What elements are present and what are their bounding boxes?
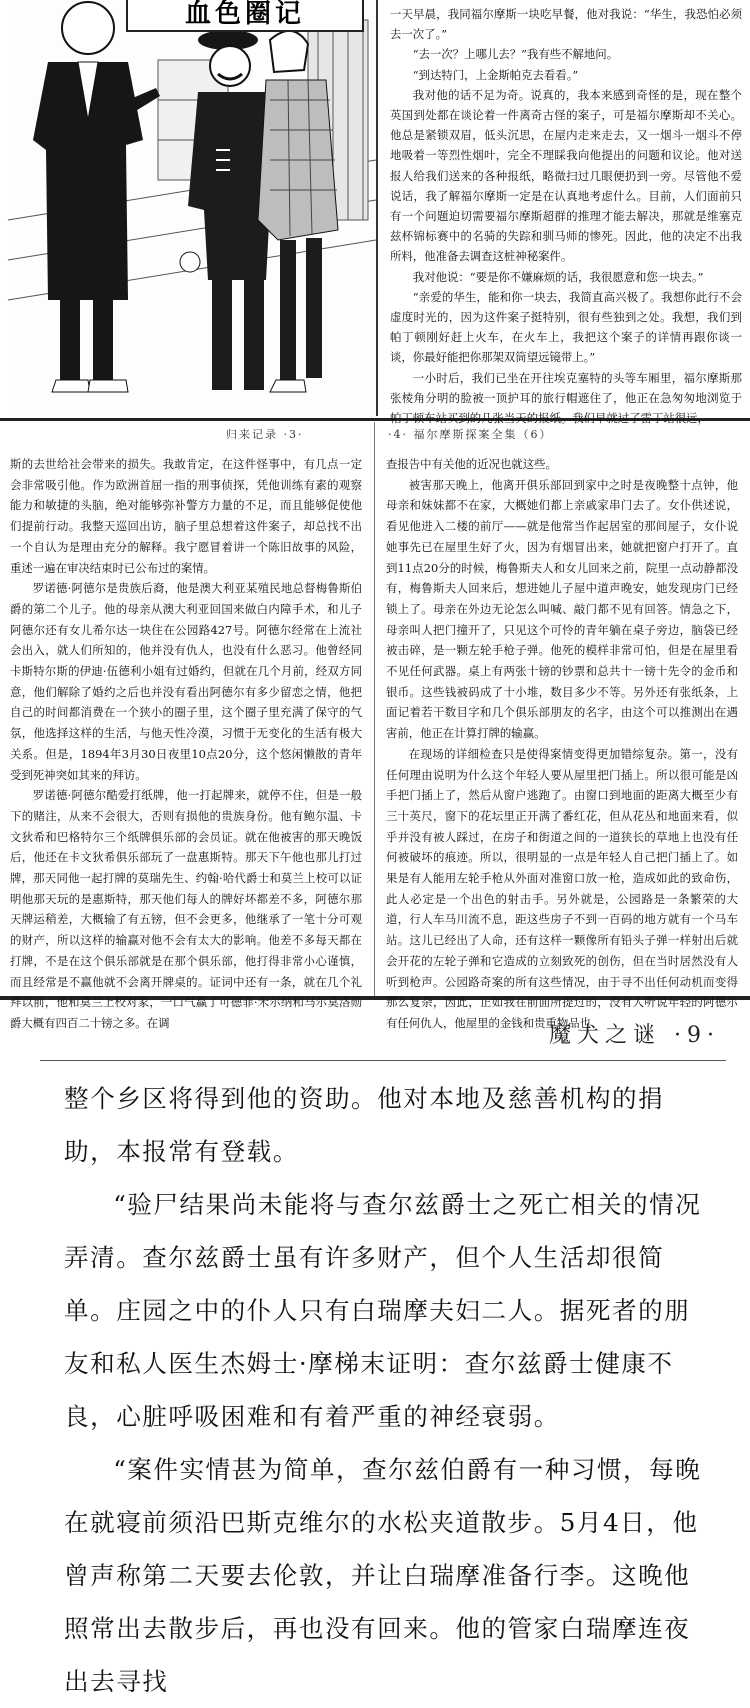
running-head: 魔犬之谜 ·9· <box>549 1023 720 1048</box>
running-head-right: ·4· 福尔摩斯探案全集（6） <box>388 428 553 441</box>
spread-gutter <box>374 422 375 996</box>
paragraph: 我对他说：“要是你不嫌麻烦的话，我很愿意和您一块去。” <box>412 269 704 284</box>
figure-right <box>258 31 338 392</box>
paragraph: 罗诺德·阿德尔酷爱打纸牌，他一打起牌来，就停不住，但是一般下的赌注，从来不会很大，否则有损他的贵族身份。他有鲍尔温、卡文狄希和巴格特尔三个纸牌俱乐部的会员证。就在他被害的那天晚饭后，他还在卡文狄希俱乐部玩了一盘惠斯特。那天下午他也那儿打过牌，那天同他一起打牌的莫瑞先生、约翰·哈代爵士和莫兰上校可以证明他那天玩的是惠斯特，那天他们每人的牌好坏都差不多，阿德尔那天牌运稍差，大概输了有五镑，但不会更多，他继承了一笔十分可观的财产，所以这样的输赢对他不会有太大的影响。他差不多每天都在打牌，不是在这个俱乐部就是在那个俱乐部，他打得非常小心谨慎，而且经常是不赢他就不会离开牌桌的。证词中还有一条，就在几个礼拜以前，他和莫兰上校对家，一口气赢了可德菲·米尔纳和马尔莫洛勋爵大概有四百二十镑之多。在调 <box>10 788 362 1030</box>
paragraph: 斯的去世给社会带来的损失。我敢肯定，在这件怪事中，有几点一定会非常吸引他。作为欧洲首屈一指的刑事侦探，凭他训练有素的观察能力和敏捷的头脑，绝对能够弥补警方力量的不足，而且能够促使他们提前行动。我整天巡回出访，脑子里总想着这件案子，却总找不出一个自认为是理由充分的解释。我宁愿冒着讲一个陈旧故事的风险，重述一遍在审决结束时已公布过的案情。 <box>10 457 362 575</box>
paragraph: 一小时后，我们已坐在开往埃克塞特的头等车厢里，福尔摩斯那张棱角分明的脸被一顶护耳的旅行帽遮住了，他正在急匆匆地浏览于帕丁顿车站买到的几张当天的报纸。我们早就过了雷丁站很远， <box>390 370 742 426</box>
running-head-left: 归来记录 ·3· <box>226 428 304 441</box>
page-text-section-1 <box>390 4 742 428</box>
page-section-1 <box>0 0 750 426</box>
paragraph: 查报告中有关他的近况也就这些。 <box>386 457 557 471</box>
paragraph: 在现场的详细检查只是使得案情变得更加错综复杂。第一，没有任何理由说明为什么这个年轻人要从屋里把门插上。所以很可能是凶手把门插上了，然后从窗户逃跑了。由窗口到地面的距离大概至少有三十英尺，窗下的花坛里正开满了番红花，但从花丛和地面来看，似乎并没有被人踩过，在房子和街道之间的一道狭长的草地上也没有任何被破坏的痕迹。所以，很明显的一点是年轻人自己把门插上了。如果是有人能用左轮手枪从外面对准窗口放一枪，造成如此的致命伤，此人必定是一个出色的射击手。另外就是，公园路是一条繁荣的大道，行人车马川流不息，距这些房子不到一百码的地方就有一个马车站。这儿已经出了人命，还有这样一颗像所有铅头子弹一样射出后就会开花的左轮子弹和它造成的立刻致死的创伤，但在当时居然没有人听到枪声。公园路奇案的所有这些情况，由于寻不出任何动机而变得那么复杂，因此，正如我在前面所提过的，没有人听说年轻的阿德尔有任何仇人，他屋里的金钱和贵重物品也 <box>386 746 738 1030</box>
paragraph: 罗诺德·阿德尔是贵族后裔，他是澳大利亚某殖民地总督梅鲁斯伯爵的第二个儿子。他的母亲从澳大利亚回国来做白内障手术，和儿子阿德尔还有女儿希尔达一块住在公园路427号。阿德尔经常在上流社会出入，就人们所知的，他并没有仇人，也没有什么恶习。他曾经同卡斯特尔斯的伊迪·伍德利小姐有过婚约，但就在几个月前，经双方同意，他们解除了婚约之后也并没有看出阿德尔有多少留恋之情，他把自己的时间都消费在一个狭小的圈子里，这个圈子里充满了保守的气氛，他选择这样的生活，与他天性冷漠，习惯于无变化的生活有极大关系。但是，1894年3月30日夜里10点20分，这个悠闲懒散的青年受到死神突如其来的拜访。 <box>10 581 362 782</box>
page-text-section-3 <box>64 1072 704 1708</box>
right-page-text <box>386 454 738 1034</box>
paragraph: 一天早晨，我同福尔摩斯一块吃早餐，他对我说：“华生，我恐怕必须去一次了。” <box>390 7 742 42</box>
figure-left <box>33 2 160 392</box>
paragraph: 整个乡区将得到他的资助。他对本地及慈善机构的捐助，本报常有登载。 <box>64 1084 665 1166</box>
paragraph: 我对他的话不足为奇。说真的，我本来感到奇怪的是，现在整个英国到处都在谈论着一件离奇古怪的案子，可是福尔摩斯却不关心。他总是紧锁双眉，低头沉思，在屋内走来走去，又一烟斗一烟斗不停地吸着一等烈性烟叶，完全不理睬我向他提出的问题和议论。他对送报人给我们送来的各种报纸，略微扫过几眼便扔到一旁。尽管他不爱说话，我了解福尔摩斯一定是在认真地考虑什么。目前，人们面前只有一个问题迫切需要福尔摩斯超群的推理才能去解决，那就是维塞克兹杯锦标赛中的名骑的失踪和驯马师的惨死。因此，他的决定不出我所料，他准备去调查这桩神秘案件。 <box>390 87 742 264</box>
illustration-title: 血色圈记 <box>126 0 364 32</box>
paragraph: “去一次？上哪儿去？”我有些不解地问。 <box>412 47 619 62</box>
paragraph: 被害那天晚上，他离开俱乐部回到家中之时是夜晚整十点钟，他母亲和妹妹都不在家，大概她们都上亲戚家串门去了。女仆供述说，看见他进入二楼的前厅——就是他常当作起居室的那间屋子，女仆说她事先已在屋里生好了火，因为有烟冒出来，她就把窗户打开了。直到11点20分的时候，梅鲁斯夫人和女儿回来之前，院里一点动静都没有，梅鲁斯夫人回来后，想进她儿子屋中道声晚安，她发现房门已经锁上了。母亲在外边无论怎么叫喊、敲门都不见有回答。情急之下，母亲叫人把门撞开了，只见这个可怜的青年躺在桌子旁边，脑袋已经被击碎，是一颗左轮手枪子弹。他死的模样非常可怕，但是在屋里看不见任何武器。桌上有两张十镑的钞票和总共十一镑十先令的金币和银币。这些钱被码成了十小堆，数目多少不等。另外还有张纸条，上面记着若干数目字和几个俱乐部朋友的名字，由这个可以推测出在遇害前，他正在计算打牌的输赢。 <box>386 477 738 741</box>
paragraph: “到达特门，上金斯帕克去看看。” <box>412 67 579 82</box>
comic-drawing <box>8 0 376 416</box>
paragraph: “验尸结果尚未能将与查尔兹爵士之死亡相关的情况弄清。查尔兹爵士虽有许多财产，但个人生活却很简单。庄园之中的仆人只有白瑞摩夫妇二人。据死者的朋友和私人医生杰姆士·摩梯末证明：查尔兹爵士健康不良，心脏呼吸困难和有着严重的神经衰弱。 <box>64 1190 702 1431</box>
paragraph: “案件实情甚为简单，查尔兹伯爵有一种习惯，每晚在就寝前须沿巴斯克维尔的水松夹道散步。5月4日，他曾声称第二天要去伦敦，并让白瑞摩准备行李。这晚他照常出去散步后，再也没有回来。他的管家白瑞摩连夜出去寻找 <box>64 1455 702 1696</box>
page-section-2 <box>0 422 750 1030</box>
page-section-3 <box>0 1000 750 1696</box>
header-rule <box>40 1060 726 1061</box>
illustration <box>8 0 378 416</box>
paragraph: “亲爱的华生，能和你一块去，我简直高兴极了。我想你此行不会虚度时光的，因为这件案子挺特别，很有些独到之处。我想，我们到帕丁顿刚好赶上火车，在火车上，我把这个案子的详情再跟你谈一谈，你最好能把你那架双筒望远镜带上。” <box>390 289 742 365</box>
left-page-text <box>10 454 362 1034</box>
